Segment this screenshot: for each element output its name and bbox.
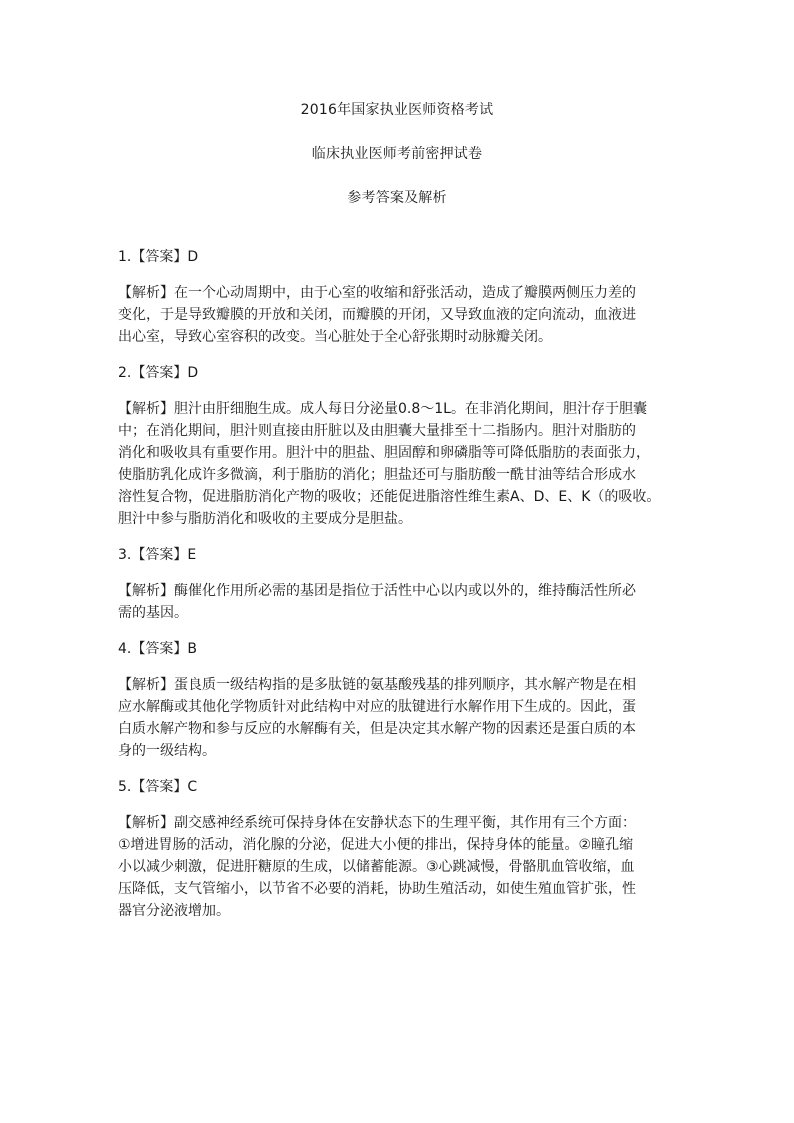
exam-title: 2016年国家执业医师资格考试 — [300, 102, 494, 118]
answer-line: 4.【答案】B — [118, 641, 197, 657]
analysis-line: 中；在消化期间，胆汁则直接由肝脏以及由胆囊大量排至十二指肠内。胆汁对脂肪的 — [118, 423, 636, 439]
analysis-line: 白质水解产物和参与反应的水解酶有关，但是决定其水解产物的因素还是蛋白质的本 — [118, 721, 636, 737]
analysis-line: ①增进胃肠的活动，消化腺的分泌，促进大小便的排出，保持身体的能量。②瞳孔缩 — [118, 837, 634, 853]
answer-line: 1.【答案】D — [118, 249, 199, 265]
analysis-line: 消化和吸收具有重要作用。胆汁中的胆盐、胆固醇和卵磷脂等可降低脂肪的表面张力， — [118, 445, 650, 461]
analysis-line: 变化，于是导致瓣膜的开放和关闭，而瓣膜的开闭，又导致血液的定向流动，血液进 — [118, 307, 636, 323]
analysis-paragraph — [118, 674, 678, 762]
answers-list — [118, 246, 678, 936]
analysis-line: 胆汁中参与脂肪消化和吸收的主要成分是胆盐。 — [118, 511, 412, 527]
analysis-paragraph — [118, 398, 678, 530]
analysis-paragraph — [118, 282, 678, 348]
analysis-line: 小以减少刺激，促进肝糖原的生成，以储蓄能源。③心跳减慢，骨骼肌血管收缩，血 — [118, 859, 635, 875]
analysis-line: 出心室，导致心室容积的改变。当心脏处于全心舒张期时动脉瓣关闭。 — [118, 329, 552, 345]
answer-line: 5.【答案】C — [118, 779, 198, 795]
analysis-paragraph — [118, 580, 678, 624]
analysis-line: 【解析】在一个心动周期中，由于心室的收缩和舒张活动，造成了瓣膜两侧压力差的 — [118, 285, 636, 301]
title-block — [0, 100, 794, 232]
analysis-line: 【解析】蛋良质一级结构指的是多肽链的氨基酸残基的排列顺序，其水解产物是在相 — [118, 677, 636, 693]
analysis-line: 溶性复合物，促进脂肪消化产物的吸收；还能促进脂溶性维生素A、D、E、K（的吸收。 — [118, 489, 661, 505]
analysis-line: 【解析】酶催化作用所必需的基团是指位于活性中心以内或以外的，维持酶活性所必 — [118, 583, 636, 599]
analysis-line: 使脂肪乳化成许多微滴，利于脂肪的消化；胆盐还可与脂肪酸一酰甘油等结合形成水 — [118, 467, 636, 483]
analysis-line: 需的基因。 — [118, 605, 188, 621]
answer-line: 3.【答案】E — [118, 547, 197, 563]
section-heading: 参考答案及解析 — [347, 190, 447, 206]
analysis-line: 器官分泌液增加。 — [118, 903, 230, 919]
analysis-line: 压降低，支气管缩小，以节省不必要的消耗，协助生殖活动，如使生殖血管扩张，性 — [118, 881, 636, 897]
analysis-line: 应水解酶或其他化学物质针对此结构中对应的肽键进行水解作用下生成的。因此，蛋 — [118, 699, 636, 715]
analysis-line: 身的一级结构。 — [118, 743, 216, 759]
analysis-paragraph — [118, 812, 678, 922]
answer-line: 2.【答案】D — [118, 365, 199, 381]
analysis-line: 【解析】胆汁由肝细胞生成。成人每日分泌量0.8～1L。在非消化期间，胆汁存于胆囊 — [118, 401, 647, 417]
analysis-line: 【解析】副交感神经系统可保持身体在安静状态下的生理平衡，其作用有三个方面： — [118, 815, 636, 831]
paper-subtitle: 临床执业医师考前密押试卷 — [311, 146, 483, 162]
